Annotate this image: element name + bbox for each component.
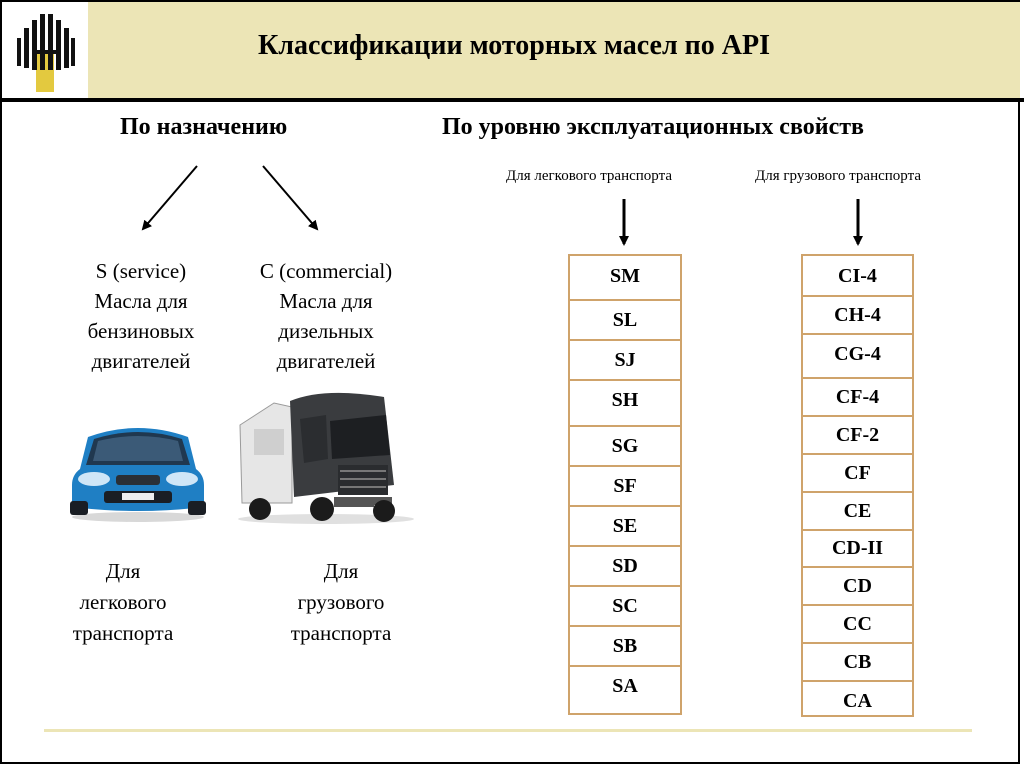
- commercial-class-cell: CD: [843, 575, 872, 597]
- commercial-class-cell: CF-4: [835, 386, 880, 408]
- passenger-class-cell: SE: [612, 515, 638, 537]
- commercial-usage-line: транспорта: [290, 621, 392, 645]
- commercial-usage-line: Для: [323, 559, 359, 583]
- passenger-car-icon: [68, 415, 208, 523]
- commercial-classes-table: [801, 254, 914, 717]
- passenger-class-cell: SM: [610, 265, 640, 287]
- purpose-heading: По назначению: [120, 114, 288, 140]
- passenger-classes-label: Для легкового транспорта: [506, 168, 673, 184]
- gasoline-line: бензиновых: [87, 319, 195, 343]
- commercial-classes-label: Для грузового транспорта: [755, 168, 921, 184]
- performance-heading: По уровню эксплуатационных свойств: [442, 114, 864, 140]
- commercial-class-cell: CB: [843, 651, 872, 673]
- commercial-class-cell: CC: [843, 613, 872, 635]
- commercial-class-cell: CF-2: [835, 424, 880, 446]
- arrow-to-diesel: [263, 166, 317, 229]
- diesel-line: двигателей: [276, 349, 376, 373]
- diesel-line: Масла для: [279, 289, 373, 313]
- passenger-usage-line: легкового: [79, 590, 167, 614]
- commercial-class-cell: CH-4: [834, 304, 881, 326]
- commercial-class-cell: CG-4: [834, 343, 881, 365]
- commercial-usage-line: грузового: [297, 590, 385, 614]
- passenger-class-cell: SL: [612, 309, 638, 331]
- truck-icon: [234, 385, 416, 525]
- passenger-class-cell: SJ: [614, 349, 636, 371]
- commercial-class-cell: CI-4: [838, 265, 877, 287]
- gasoline-line: двигателей: [91, 349, 191, 373]
- passenger-class-cell: SG: [611, 435, 639, 457]
- passenger-class-cell: SH: [611, 389, 639, 411]
- passenger-usage-line: транспорта: [72, 621, 174, 645]
- passenger-classes-table: [568, 254, 682, 715]
- arrow-to-gasoline: [143, 166, 197, 229]
- passenger-class-cell: SC: [612, 595, 638, 617]
- diesel-line: C (commercial): [259, 259, 393, 283]
- footer-rule: [44, 729, 972, 732]
- page-title: Классификации моторных масел по API: [257, 30, 771, 61]
- gasoline-line: S (service): [95, 259, 187, 283]
- passenger-class-cell: SB: [612, 635, 638, 657]
- diesel-line: дизельных: [278, 319, 374, 343]
- passenger-usage-line: Для: [105, 559, 141, 583]
- diesel-oil-description: [236, 256, 416, 376]
- commercial-class-cell: CF: [844, 462, 871, 484]
- commercial-class-cell: CD-II: [831, 537, 884, 559]
- gasoline-oil-description: [60, 256, 222, 376]
- gasoline-line: Масла для: [94, 289, 188, 313]
- passenger-class-cell: SF: [613, 475, 637, 497]
- passenger-usage-label: [48, 556, 198, 649]
- commercial-class-cell: CE: [843, 500, 872, 522]
- commercial-class-cell: CA: [843, 690, 872, 712]
- commercial-usage-label: [266, 556, 416, 649]
- passenger-class-cell: SD: [612, 555, 638, 577]
- passenger-class-cell: SA: [612, 675, 638, 697]
